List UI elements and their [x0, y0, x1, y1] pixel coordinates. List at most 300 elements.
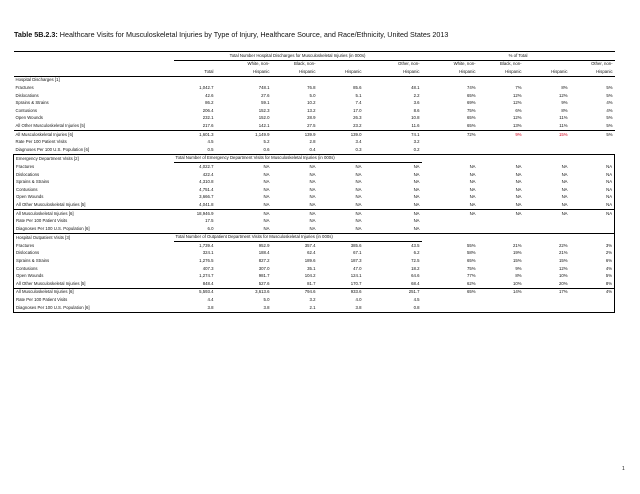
- table-cell: 15%: [512, 258, 522, 264]
- table-cell: 5.0: [309, 92, 316, 98]
- table-cell: 5%: [606, 115, 613, 121]
- table-cell: 5,593.4: [174, 288, 216, 296]
- table-cell: NA: [355, 218, 362, 224]
- table-cell: 69%: [466, 100, 476, 106]
- table-cell: NA: [309, 171, 316, 177]
- table-cell: 4,022.7: [199, 163, 214, 169]
- table-cell: 11%: [559, 122, 568, 128]
- table-cell: 1,276.5: [199, 258, 214, 264]
- table-cell: NA: [561, 201, 568, 207]
- table-cell: 65%: [422, 288, 478, 296]
- table-cell: NA: [216, 209, 272, 217]
- table-caption: Healthcare Visits for Musculoskeletal Injuries by Type of Injury, Healthcare Source, and Race/Ethnicity, United States 2013: [57, 30, 449, 39]
- table-cell: 407.3: [202, 265, 214, 271]
- table-cell: [524, 225, 570, 233]
- table-cell: 4,041.8: [199, 201, 214, 207]
- row-label: Open Wounds: [14, 194, 174, 202]
- column-header: White, non-: [247, 61, 270, 67]
- table-cell: 6.2: [413, 250, 420, 256]
- table-cell: NA: [570, 163, 615, 171]
- table-cell: 68.4: [411, 280, 420, 286]
- row-label: Contusions: [14, 186, 174, 194]
- table-cell: [524, 139, 570, 147]
- table-cell: 12%: [512, 100, 522, 106]
- table-cell: 13.2: [307, 107, 316, 113]
- header-row-top: [14, 60, 615, 68]
- table-cell: [478, 296, 524, 304]
- table-cell: 3.8: [216, 304, 272, 312]
- table-cell: 307.0: [258, 265, 270, 271]
- table-cell: 4.5: [207, 139, 214, 145]
- table-cell: 23.2: [353, 122, 362, 128]
- section-title-row: [14, 76, 615, 84]
- rate-row: [14, 217, 615, 225]
- column-header: [174, 60, 216, 68]
- table-cell: 8%: [515, 273, 522, 279]
- table-cell: 0.6: [263, 146, 270, 152]
- table-cell: NA: [469, 171, 476, 177]
- table-cell: NA: [263, 194, 270, 200]
- total-row: [14, 288, 615, 296]
- table-cell: 76.8: [307, 85, 316, 91]
- row-label: All Musculoskeletal Injuries [6]: [14, 288, 174, 296]
- table-cell: 67.1: [353, 250, 362, 256]
- table-cell: 13%: [512, 122, 522, 128]
- table-cell: NA: [570, 179, 615, 187]
- table-cell: 58%: [466, 250, 476, 256]
- table-cell: 124.1: [350, 273, 362, 279]
- table-cell: 21%: [512, 242, 522, 248]
- table-cell: 4%: [570, 265, 615, 273]
- table-cell: [570, 304, 615, 312]
- row-label: All Other Musculoskeletal Injuries [5]: [14, 280, 174, 288]
- table-cell: 21%: [558, 250, 568, 256]
- table-cell: 4.4: [207, 297, 214, 303]
- table-cell: NA: [515, 179, 522, 185]
- table-cell: NA: [309, 179, 316, 185]
- section-title: Emergency Department Visits [2]: [14, 154, 174, 163]
- table-cell: NA: [263, 186, 270, 192]
- column-header: Hispanic: [364, 68, 422, 76]
- table-cell: NA: [561, 179, 568, 185]
- table-cell: NA: [561, 186, 568, 192]
- column-header: Other, non-: [591, 61, 613, 67]
- table-row: [14, 115, 615, 123]
- row-label: Open Wounds: [14, 273, 174, 281]
- table-cell: NA: [355, 163, 362, 169]
- table-cell: 217.6: [202, 122, 214, 128]
- table-cell: 65%: [466, 92, 476, 98]
- table-cell: 62.4: [307, 250, 316, 256]
- table-cell: 357.4: [304, 242, 316, 248]
- row-label: All Musculoskeletal Injuries [6]: [14, 130, 174, 138]
- table-cell: 28.9: [307, 115, 316, 121]
- table-cell: 17.5: [205, 218, 214, 224]
- table-cell: 20%: [558, 280, 568, 286]
- table-cell: [174, 76, 615, 84]
- table-cell: [478, 146, 524, 154]
- table-cell: 0.5: [207, 146, 214, 152]
- table-cell: 2.1: [272, 304, 318, 312]
- section-title-row: [14, 154, 615, 163]
- table-cell: 26.3: [353, 115, 362, 121]
- table-cell: [422, 139, 478, 147]
- section-group-header: Total Number of Emergency Department Visits for Musculoskeletal Injuries (in 000s): [174, 154, 422, 163]
- row-label: Rate Per 100 Patient Visits: [14, 217, 174, 225]
- table-cell: 65%: [466, 258, 476, 264]
- table-cell: 75%: [466, 107, 476, 113]
- table-cell: 62%: [466, 280, 476, 286]
- table-cell: 17%: [524, 288, 570, 296]
- table-cell: 77%: [466, 273, 476, 279]
- table-cell: 2.8: [309, 139, 316, 145]
- table-cell: 324.1: [202, 250, 214, 256]
- table-cell: 139.0: [318, 130, 364, 138]
- table-cell: 152.0: [258, 115, 270, 121]
- table-row: [14, 280, 615, 288]
- table-cell: 10.2: [307, 100, 316, 106]
- table-cell: 42.6: [205, 92, 214, 98]
- column-header: Hispanic: [524, 68, 570, 76]
- table-cell: [570, 139, 615, 147]
- table-cell: [422, 146, 478, 154]
- row-label: Fractures: [14, 163, 174, 171]
- rate-row: [14, 146, 615, 154]
- row-label: Diagnoses Per 100 U.S. Population [6]: [15, 146, 90, 152]
- table-cell: 3.2: [413, 139, 420, 145]
- column-header: Hispanic: [478, 68, 524, 76]
- row-label: Fractures: [15, 85, 34, 91]
- table-cell: NA: [422, 209, 478, 217]
- table-cell: NA: [469, 194, 476, 200]
- table-cell: NA: [570, 201, 615, 209]
- table-cell: NA: [309, 225, 316, 231]
- table-cell: 55%: [466, 242, 476, 248]
- table-cell: 139.9: [272, 130, 318, 138]
- table-cell: NA: [413, 179, 420, 185]
- table-cell: 8.6: [413, 107, 420, 113]
- table-cell: 952.9: [258, 242, 270, 248]
- table-cell: [478, 225, 524, 233]
- column-header: Hispanic: [318, 68, 364, 76]
- table-cell: 3,666.7: [199, 194, 214, 200]
- table-cell: 12%: [512, 115, 522, 121]
- table-cell: 422.4: [202, 171, 214, 177]
- table-cell: 251.7: [364, 288, 422, 296]
- table-cell: 206.4: [202, 107, 214, 113]
- table-cell: NA: [413, 186, 420, 192]
- total-row: [14, 130, 615, 138]
- table-cell: 0.4: [309, 146, 316, 152]
- table-cell: [570, 146, 615, 154]
- table-cell: 27.5: [307, 122, 316, 128]
- table-cell: 22%: [558, 242, 568, 248]
- table-cell: 4,751.4: [199, 186, 214, 192]
- table-cell: 0.8: [364, 304, 422, 312]
- table-cell: 64.6: [411, 273, 420, 279]
- table-cell: NA: [355, 194, 362, 200]
- table-cell: NA: [272, 209, 318, 217]
- table-cell: 47.0: [353, 265, 362, 271]
- group-header-percent: % of Total: [422, 52, 615, 61]
- table-cell: NA: [309, 163, 316, 169]
- table-cell: NA: [263, 225, 270, 231]
- table-cell: 6%: [570, 257, 615, 265]
- rate-row: [14, 296, 615, 304]
- table-cell: NA: [263, 179, 270, 185]
- table-cell: 10%: [558, 273, 568, 279]
- table-cell: NA: [561, 163, 568, 169]
- column-header: Hispanic: [422, 68, 478, 76]
- table-cell: 5%: [606, 85, 613, 91]
- table-cell: 59.1: [261, 100, 270, 106]
- table-cell: NA: [263, 163, 270, 169]
- table-cell: 385.6: [350, 242, 362, 248]
- row-label: Dislocations: [14, 250, 174, 258]
- table-cell: 6%: [515, 107, 522, 113]
- table-cell: NA: [570, 171, 615, 179]
- table-cell: 981.7: [258, 273, 270, 279]
- table-cell: 0.3: [355, 146, 362, 152]
- table-cell: NA: [309, 218, 316, 224]
- table-cell: 4%: [606, 100, 613, 106]
- table-cell: 7%: [515, 85, 522, 91]
- table-row: [14, 84, 615, 92]
- table-cell: 5%: [570, 130, 615, 138]
- table-cell: NA: [570, 209, 615, 217]
- table-cell: NA: [413, 194, 420, 200]
- table-cell: 5%: [606, 122, 613, 128]
- table-title: [14, 30, 448, 39]
- table-cell: [422, 225, 478, 233]
- table-cell: [570, 225, 615, 233]
- table-cell: 0.2: [413, 146, 420, 152]
- table-cell: 74%: [466, 85, 476, 91]
- table-cell: 748.1: [258, 85, 270, 91]
- section-title: Hospital Discharges [1]: [15, 77, 60, 83]
- table-row: [14, 265, 615, 273]
- table-cell: 10%: [512, 280, 522, 286]
- column-header: Hispanic: [216, 68, 272, 76]
- total-row: [14, 209, 615, 217]
- data-table: [13, 51, 615, 313]
- table-cell: NA: [309, 201, 316, 207]
- table-cell: 43.5: [411, 242, 420, 248]
- table-cell: NA: [355, 225, 362, 231]
- table-row: [14, 257, 615, 265]
- column-header: Hispanic: [570, 68, 615, 76]
- table-cell: 8%: [561, 107, 568, 113]
- table-cell: [524, 146, 570, 154]
- table-cell: 81.7: [307, 280, 316, 286]
- table-cell: 65%: [466, 122, 476, 128]
- table-cell: 4%: [606, 107, 613, 113]
- table-cell: 142.1: [258, 122, 270, 128]
- table-cell: [478, 217, 524, 225]
- row-label: Rate Per 100 Patient Visits: [15, 139, 67, 145]
- table-cell: 4%: [570, 288, 615, 296]
- table-cell: 152.3: [258, 107, 270, 113]
- table-cell: 4.5: [413, 297, 420, 303]
- table-cell: NA: [263, 171, 270, 177]
- table-cell: [478, 139, 524, 147]
- table-cell: [422, 233, 615, 242]
- table-row: [14, 171, 615, 179]
- page-number: 1: [622, 466, 625, 472]
- table-cell: 72.5: [411, 258, 420, 264]
- table-cell: 9%: [561, 100, 568, 106]
- table-cell: 19%: [512, 250, 522, 256]
- table-cell: [422, 304, 478, 312]
- table-cell: 12%: [558, 265, 568, 271]
- table-cell: NA: [413, 225, 420, 231]
- table-cell: 3.8: [318, 304, 364, 312]
- table-cell: 14%: [478, 288, 524, 296]
- table-cell: 848.4: [202, 280, 214, 286]
- rate-row: [14, 139, 615, 147]
- table-cell: NA: [355, 201, 362, 207]
- rate-row: [14, 304, 615, 312]
- row-label: Sprains & Strains: [15, 100, 49, 106]
- table-cell: 5.2: [263, 139, 270, 145]
- header-group-row: [14, 52, 615, 61]
- table-cell: 8%: [570, 280, 615, 288]
- table-cell: 1,042.7: [199, 85, 214, 91]
- table-cell: 35.1: [307, 265, 316, 271]
- table-cell: NA: [355, 186, 362, 192]
- table-cell: 2%: [570, 250, 615, 258]
- table-cell: NA: [524, 209, 570, 217]
- section-title: Hospital Outpatient Visits [3]: [14, 233, 174, 242]
- table-row: [14, 273, 615, 281]
- table-cell: NA: [413, 201, 420, 207]
- table-cell: 232.1: [202, 115, 214, 121]
- table-cell: 170.7: [350, 280, 362, 286]
- table-cell: 48.1: [411, 85, 420, 91]
- table-cell: [422, 296, 478, 304]
- row-label: Contusions: [14, 265, 174, 273]
- row-label: Rate Per 100 Patient Visits: [14, 296, 174, 304]
- row-label: Sprains & Strains: [14, 179, 174, 187]
- table-cell: 1,739.4: [199, 242, 214, 248]
- rate-row: [14, 225, 615, 233]
- table-cell: NA: [263, 218, 270, 224]
- table-cell: 11.6: [411, 122, 420, 128]
- table-cell: 5%: [570, 273, 615, 281]
- table-cell: NA: [515, 201, 522, 207]
- table-cell: 4.0: [355, 297, 362, 303]
- table-cell: 794.6: [272, 288, 318, 296]
- table-cell: NA: [469, 179, 476, 185]
- column-header: Black, non-: [294, 61, 316, 67]
- table-cell: NA: [413, 163, 420, 169]
- table-cell: [422, 217, 478, 225]
- table-row: [14, 194, 615, 202]
- section-group-header: Total Number of Outpatient Department Visits for Musculoskeletal Injuries (in 000s): [174, 233, 422, 242]
- table-cell: NA: [515, 194, 522, 200]
- table-cell: NA: [309, 186, 316, 192]
- table-cell: 18.2: [411, 265, 420, 271]
- table-cell: 1,149.9: [216, 130, 272, 138]
- row-label: Open Wounds: [15, 115, 43, 121]
- table-cell: 189.6: [304, 258, 316, 264]
- column-header: Black, non-: [500, 61, 522, 67]
- group-header-total: Total Number Hospital Discharges for Musculoskeletal Injuries (in 000s): [174, 52, 422, 61]
- table-cell: 27.6: [261, 92, 270, 98]
- table-cell: 3,613.6: [216, 288, 272, 296]
- table-cell: [570, 217, 615, 225]
- table-row: [14, 100, 615, 108]
- table-cell: 17.0: [353, 107, 362, 113]
- row-label: Fractures: [14, 242, 174, 250]
- table-row: [14, 201, 615, 209]
- table-cell: 3.4: [355, 139, 362, 145]
- table-cell: 4,310.8: [199, 179, 214, 185]
- row-label: Diagnoses Per 100 U.S. Population [6]: [14, 225, 174, 233]
- table-cell: NA: [515, 163, 522, 169]
- table-cell: 75%: [466, 265, 476, 271]
- table-cell: 827.2: [258, 258, 270, 264]
- table-cell: 1,601.3: [174, 130, 216, 138]
- table-cell: 8%: [561, 85, 568, 91]
- table-cell: NA: [561, 171, 568, 177]
- table-cell: NA: [515, 171, 522, 177]
- row-label: Sprains & Strains: [14, 257, 174, 265]
- table-cell: 3.6: [413, 100, 420, 106]
- column-header: [524, 60, 570, 68]
- column-header: Other, non-: [398, 61, 420, 67]
- table-cell: NA: [309, 194, 316, 200]
- table-row: [14, 107, 615, 115]
- table-cell: 11%: [559, 115, 568, 121]
- table-row: [14, 186, 615, 194]
- table-cell: NA: [570, 186, 615, 194]
- table-cell: NA: [469, 163, 476, 169]
- row-label: Contusions: [15, 107, 37, 113]
- table-cell: 187.3: [350, 258, 362, 264]
- table-number: Table 5B.2.3:: [14, 30, 58, 39]
- table-cell: NA: [469, 201, 476, 207]
- table-cell: 72%: [422, 130, 478, 138]
- column-header: [318, 60, 364, 68]
- table-cell: NA: [478, 209, 524, 217]
- table-cell: NA: [515, 186, 522, 192]
- table-cell: NA: [561, 194, 568, 200]
- table-cell: [422, 154, 615, 163]
- row-label: All Musculoskeletal Injuries [6]: [14, 209, 174, 217]
- table-cell: NA: [570, 194, 615, 202]
- header-row-bottom: [14, 68, 615, 76]
- table-cell: 104.2: [304, 273, 316, 279]
- table-cell: 5.1: [355, 92, 362, 98]
- table-cell: 3%: [570, 242, 615, 250]
- row-label: Dislocations: [15, 92, 39, 98]
- table-cell: [524, 296, 570, 304]
- table-cell: [14, 52, 174, 61]
- table-cell: 15%: [524, 130, 570, 138]
- table-row: [14, 242, 615, 250]
- table-cell: 5%: [606, 92, 613, 98]
- table-cell: [14, 60, 174, 68]
- table-row: [14, 179, 615, 187]
- column-header: Total: [174, 68, 216, 76]
- table-cell: 85.6: [353, 85, 362, 91]
- section-title-row: [14, 233, 615, 242]
- table-cell: 1,274.7: [199, 273, 214, 279]
- table-cell: 527.6: [258, 280, 270, 286]
- table-cell: NA: [355, 179, 362, 185]
- table-cell: [524, 217, 570, 225]
